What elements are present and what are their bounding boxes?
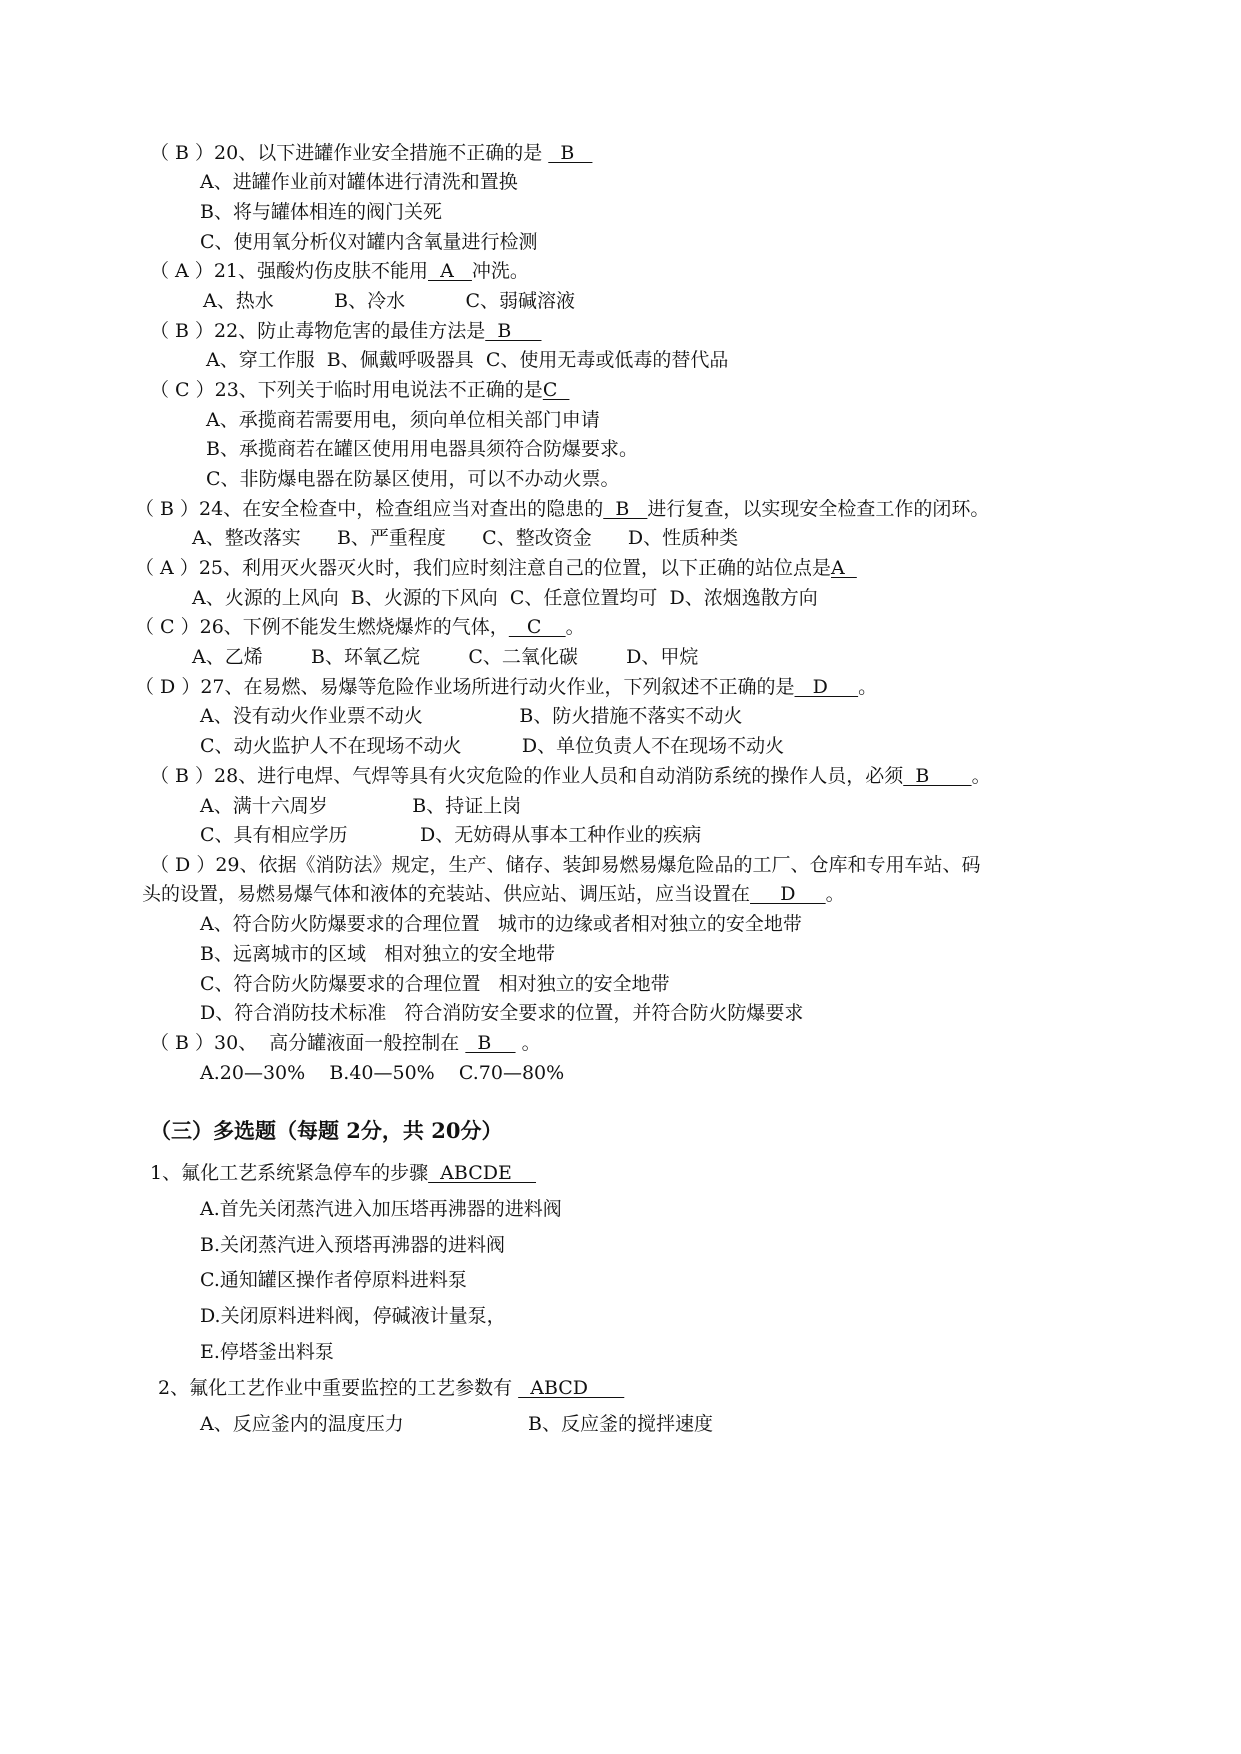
question-24 xyxy=(135,496,989,522)
answer-mark: （ C ） xyxy=(135,616,200,638)
answer-mark: （ C ） xyxy=(150,379,215,401)
option-c: C、非防爆电器在防暴区使用，可以不办动火票。 xyxy=(206,468,620,490)
answer-blank: B xyxy=(548,142,593,164)
option-d: D、符合消防技术标准 符合消防安全要求的位置，并符合防火防爆要求 xyxy=(200,1002,804,1024)
question-stem: 25、利用灭火器灭火时，我们应时刻注意自己的位置，以下正确的站位点是 xyxy=(198,557,831,579)
question-22 xyxy=(150,318,541,344)
option-a: A、进罐作业前对罐体进行清洗和置换 xyxy=(200,171,518,193)
question-30 xyxy=(150,1030,541,1056)
section-heading: （三）多选题（每题 2分，共 20分） xyxy=(150,1118,503,1143)
answer-mark: （ B ） xyxy=(150,1032,215,1054)
options-row: A、热水 B、冷水 C、弱碱溶液 xyxy=(203,290,576,312)
question-26 xyxy=(135,614,585,640)
question-tail: 。 xyxy=(858,676,878,698)
answer-mark: （ B ） xyxy=(150,765,215,787)
options-row: A、没有动火作业票不动火 B、防火措施不落实不动火 xyxy=(200,705,743,727)
answer-mark: （ B ） xyxy=(150,320,215,342)
question-stem: 1、氟化工艺系统紧急停车的步骤 xyxy=(150,1162,429,1184)
option-e: E.停塔釜出料泵 xyxy=(200,1341,334,1363)
question-stem: 24、在安全检查中，检查组应当对查出的隐患的 xyxy=(199,498,604,520)
answer-mark: （ A ） xyxy=(150,260,214,282)
question-stem-continued: 头的设置，易燃易爆气体和液体的充装站、供应站、调压站，应当设置在 xyxy=(142,883,751,905)
answer-mark: （ A ） xyxy=(135,557,199,579)
option-a: A、反应釜内的温度压力 xyxy=(200,1413,404,1435)
question-stem: 2、氟化工艺作业中重要监控的工艺参数有 xyxy=(158,1377,519,1399)
options-row: A、整改落实 B、严重程度 C、整改资金 D、性质种类 xyxy=(192,527,739,549)
question-23 xyxy=(150,377,569,403)
option-b: B、远离城市的区域 相对独立的安全地带 xyxy=(200,943,556,965)
question-tail: 。 xyxy=(825,883,845,905)
option-c: C.通知罐区操作者停原料进料泵 xyxy=(200,1269,467,1291)
answer-blank: A xyxy=(428,260,472,282)
answer-mark: （ B ） xyxy=(150,142,215,164)
option-a: A、承揽商若需要用电，须向单位相关部门申请 xyxy=(206,409,600,431)
question-20 xyxy=(150,140,592,166)
multi-question-2 xyxy=(158,1375,624,1401)
question-tail: 。 xyxy=(565,616,585,638)
option-b: B、反应釜的搅拌速度 xyxy=(528,1413,713,1435)
options-row: C、具有相应学历 D、无妨碍从事本工种作业的疾病 xyxy=(200,824,702,846)
options-row: A.20—30% B.40—50% C.70—80% xyxy=(200,1062,565,1084)
option-a: A.首先关闭蒸汽进入加压塔再沸器的进料阀 xyxy=(200,1198,562,1220)
question-stem: 29、依据《消防法》规定，生产、储存、装卸易燃易爆危险品的工厂、仓库和专用车站、码 xyxy=(215,854,981,876)
multi-question-1 xyxy=(150,1160,536,1186)
question-21 xyxy=(150,258,529,284)
options-row: A、满十六周岁 B、持证上岗 xyxy=(200,795,522,817)
options-row: A、乙烯 B、环氧乙烷 C、二氧化碳 D、甲烷 xyxy=(192,646,699,668)
option-a: A、符合防火防爆要求的合理位置 城市的边缘或者相对独立的安全地带 xyxy=(200,913,802,935)
answer-blank: B xyxy=(465,1032,516,1054)
question-tail: 。 xyxy=(515,1032,541,1054)
option-b: B、承揽商若在罐区使用用电器具须符合防爆要求。 xyxy=(206,438,638,460)
question-tail: 进行复查，以实现安全检查工作的闭环。 xyxy=(647,498,990,520)
question-stem: 30、 高分罐液面一般控制在 xyxy=(214,1032,466,1054)
question-29-continued xyxy=(142,881,845,907)
question-28 xyxy=(150,763,991,789)
answer-blank: B xyxy=(903,765,972,787)
question-29 xyxy=(150,852,981,878)
question-stem: 27、在易燃、易爆等危险作业场所进行动火作业，下列叙述不正确的是 xyxy=(200,676,795,698)
question-25 xyxy=(135,555,857,581)
question-stem: 23、下列关于临时用电说法不正确的是 xyxy=(214,379,543,401)
option-b: B、将与罐体相连的阀门关死 xyxy=(200,201,442,223)
question-27 xyxy=(135,674,877,700)
options-row: A、火源的上风向 B、火源的下风向 C、任意位置均可 D、浓烟逸散方向 xyxy=(192,587,818,609)
answer-mark: （ B ） xyxy=(135,498,200,520)
answer-blank: D xyxy=(750,883,826,905)
question-stem: 26、下例不能发生燃烧爆炸的气体， xyxy=(199,616,509,638)
answer-blank: C xyxy=(508,616,566,638)
answer-blank: C xyxy=(542,379,570,401)
question-stem: 21、强酸灼伤皮肤不能用 xyxy=(213,260,428,282)
option-c: C、使用氧分析仪对罐内含氧量进行检测 xyxy=(200,231,538,253)
option-c: C、符合防火防爆要求的合理位置 相对独立的安全地带 xyxy=(200,973,670,995)
option-b: B.关闭蒸汽进入预塔再沸器的进料阀 xyxy=(200,1234,506,1256)
options-row: C、动火监护人不在现场不动火 D、单位负责人不在现场不动火 xyxy=(200,735,785,757)
answer-blank: D xyxy=(794,676,859,698)
question-stem: 22、防止毒物危害的最佳方法是 xyxy=(214,320,486,342)
answer-blank: B xyxy=(485,320,542,342)
question-tail: 。 xyxy=(971,765,991,787)
question-tail: 冲洗。 xyxy=(471,260,529,282)
question-stem: 28、进行电焊、气焊等具有火灾危险的作业人员和自动消防系统的操作人员，必须 xyxy=(214,765,904,787)
question-stem: 20、以下进罐作业安全措施不正确的是 xyxy=(214,142,549,164)
answer-blank: ABCDE xyxy=(428,1162,537,1184)
answer-mark: （ D ） xyxy=(135,676,201,698)
answer-blank: B xyxy=(603,498,648,520)
options-row: A、穿工作服 B、佩戴呼吸器具 C、使用无毒或低毒的替代品 xyxy=(206,349,729,371)
answer-blank: A xyxy=(831,557,857,579)
answer-mark: （ D ） xyxy=(150,854,216,876)
answer-blank: ABCD xyxy=(518,1377,625,1399)
option-d: D.关闭原料进料阀，停碱液计量泵， xyxy=(200,1305,506,1327)
